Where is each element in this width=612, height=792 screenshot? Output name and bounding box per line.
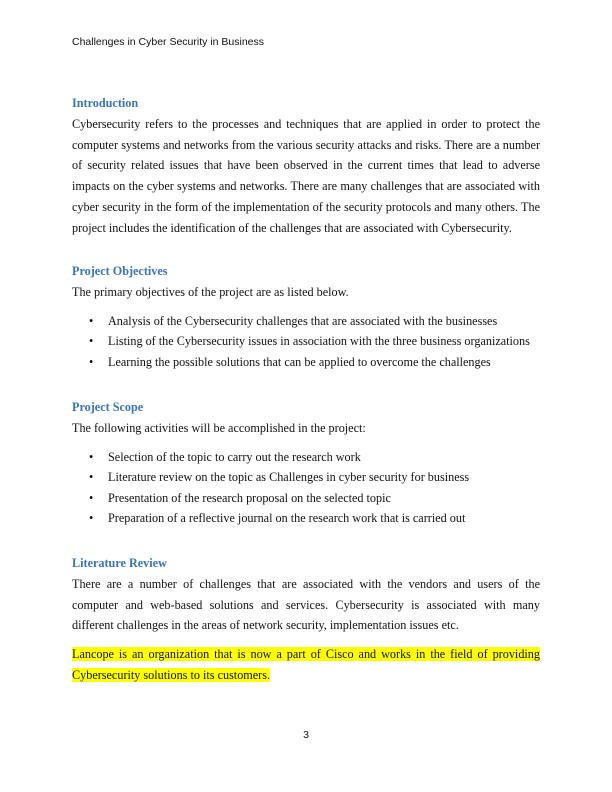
section-introduction bbox=[72, 93, 540, 239]
list-item-text: Listing of the Cybersecurity issues in association with the three business organizations bbox=[108, 334, 530, 349]
highlighted-text: Lancope is an organization that is now a part of Cisco and works in the field of providing Cybersecurity solutions to its customers. bbox=[72, 647, 540, 682]
intro-paragraph: Cybersecurity refers to the processes and techniques that are applied in order to protect the computer systems and networks from the various security attacks and risks. There are a number of security related issues that have been observed in the current times that lead to adverse impacts on the cyber systems and networks. There are many challenges that are associated with cyber security in the form of the implementation of the security protocols and many others. The project includes the identification of the challenges that are associated with Cybersecurity. bbox=[72, 116, 540, 235]
list-item bbox=[72, 467, 540, 488]
section-objectives bbox=[72, 261, 540, 372]
scope-list bbox=[72, 447, 540, 529]
page-number: 3 bbox=[303, 729, 309, 741]
bullet-icon: • bbox=[89, 313, 94, 328]
heading-scope: Project Scope bbox=[72, 400, 144, 414]
list-item-text: Selection of the topic to carry out the research work bbox=[108, 449, 361, 464]
bullet-icon: • bbox=[89, 490, 94, 505]
list-item-text: Preparation of a reflective journal on the research work that is carried out bbox=[108, 511, 466, 526]
scope-intro: The following activities will be accomplished in the project: bbox=[72, 420, 366, 435]
list-item bbox=[72, 331, 540, 352]
bullet-icon: • bbox=[89, 334, 94, 349]
page-header: Challenges in Cyber Security in Business bbox=[72, 36, 265, 48]
list-item-text: Analysis of the Cybersecurity challenges that are associated with the businesses bbox=[108, 313, 498, 328]
bullet-icon: • bbox=[89, 449, 94, 464]
list-item bbox=[72, 311, 540, 332]
bullet-icon: • bbox=[89, 511, 94, 526]
list-item-text: Learning the possible solutions that can be applied to overcome the challenges bbox=[108, 354, 491, 369]
heading-objectives: Project Objectives bbox=[72, 264, 168, 278]
highlighted-paragraph bbox=[72, 644, 540, 686]
list-item bbox=[72, 352, 540, 373]
literature-paragraph: There are a number of challenges that are associated with the vendors and users of the computer and web-based solutions and services. Cybersecurity is associated with many different challenges in the areas of network security, implementation issues etc. bbox=[72, 576, 540, 633]
section-scope bbox=[72, 397, 540, 529]
objectives-list bbox=[72, 311, 540, 373]
section-literature-review bbox=[72, 553, 540, 686]
list-item bbox=[72, 447, 540, 468]
heading-introduction: Introduction bbox=[72, 96, 139, 110]
list-item-text: Presentation of the research proposal on the selected topic bbox=[108, 490, 391, 505]
list-item-text: Literature review on the topic as Challenges in cyber security for business bbox=[108, 470, 470, 485]
list-item bbox=[72, 508, 540, 529]
bullet-icon: • bbox=[89, 470, 94, 485]
heading-literature-review: Literature Review bbox=[72, 556, 167, 570]
list-item bbox=[72, 488, 540, 509]
objectives-intro: The primary objectives of the project are as listed below. bbox=[72, 284, 349, 299]
bullet-icon: • bbox=[89, 354, 94, 369]
